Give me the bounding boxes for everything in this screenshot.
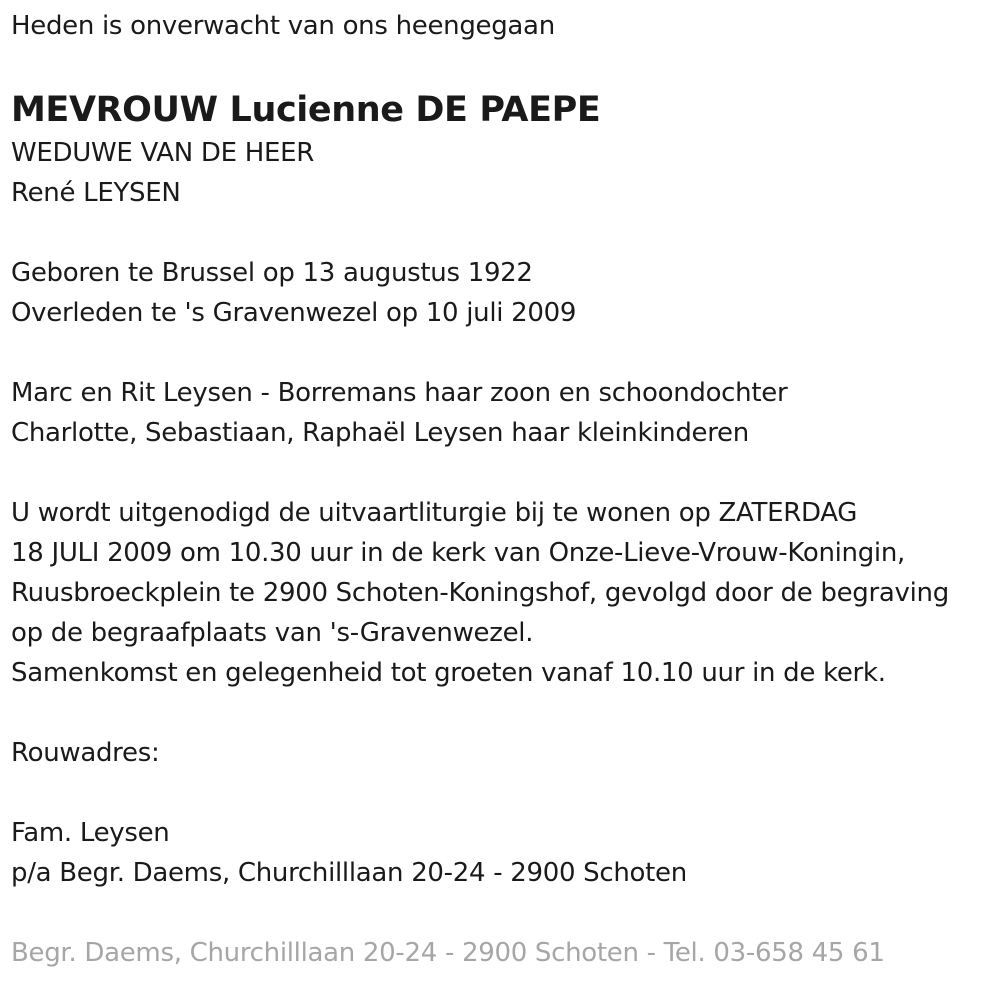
widow-line: WEDUWE VAN DE HEER: [11, 138, 314, 168]
death-line: Overleden te 's Gravenwezel op 10 juli 2009: [11, 298, 577, 328]
address-line: p/a Begr. Daems, Churchilllaan 20-24 - 2900 Schoten: [11, 858, 687, 888]
birth-line: Geboren te Brussel op 13 augustus 1922: [11, 258, 533, 288]
spacer: [11, 693, 996, 733]
deceased-name: MEVROUW Lucienne DE PAEPE: [11, 90, 601, 130]
address-line: Fam. Leysen: [11, 818, 170, 848]
spacer: [11, 333, 996, 373]
address-heading: Rouwadres:: [11, 738, 160, 768]
spacer: [11, 893, 996, 933]
death-notice: [11, 0, 996, 973]
family-line: Charlotte, Sebastiaan, Raphaël Leysen haar kleinkinderen: [11, 418, 749, 448]
spacer: [11, 213, 996, 253]
ceremony-line: U wordt uitgenodigd de uitvaartliturgie bij te wonen op ZATERDAG: [11, 498, 858, 528]
intro-text: Heden is onverwacht van ons heengegaan: [11, 11, 555, 41]
ceremony-line: 18 JULI 2009 om 10.30 uur in de kerk van Onze-Lieve-Vrouw-Koningin,: [11, 538, 906, 568]
ceremony-line: Samenkomst en gelegenheid tot groeten vanaf 10.10 uur in de kerk.: [11, 658, 886, 688]
spacer: [11, 773, 996, 813]
funeral-home-footer: Begr. Daems, Churchilllaan 20-24 - 2900 Schoten - Tel. 03-658 45 61: [11, 938, 885, 968]
spouse-name: René LEYSEN: [11, 178, 181, 208]
ceremony-line: op de begraafplaats van 's-Gravenwezel.: [11, 618, 534, 648]
ceremony-line: Ruusbroeckplein te 2900 Schoten-Koningshof, gevolgd door de begraving: [11, 578, 949, 608]
spacer: [11, 453, 996, 493]
family-line: Marc en Rit Leysen - Borremans haar zoon en schoondochter: [11, 378, 788, 408]
